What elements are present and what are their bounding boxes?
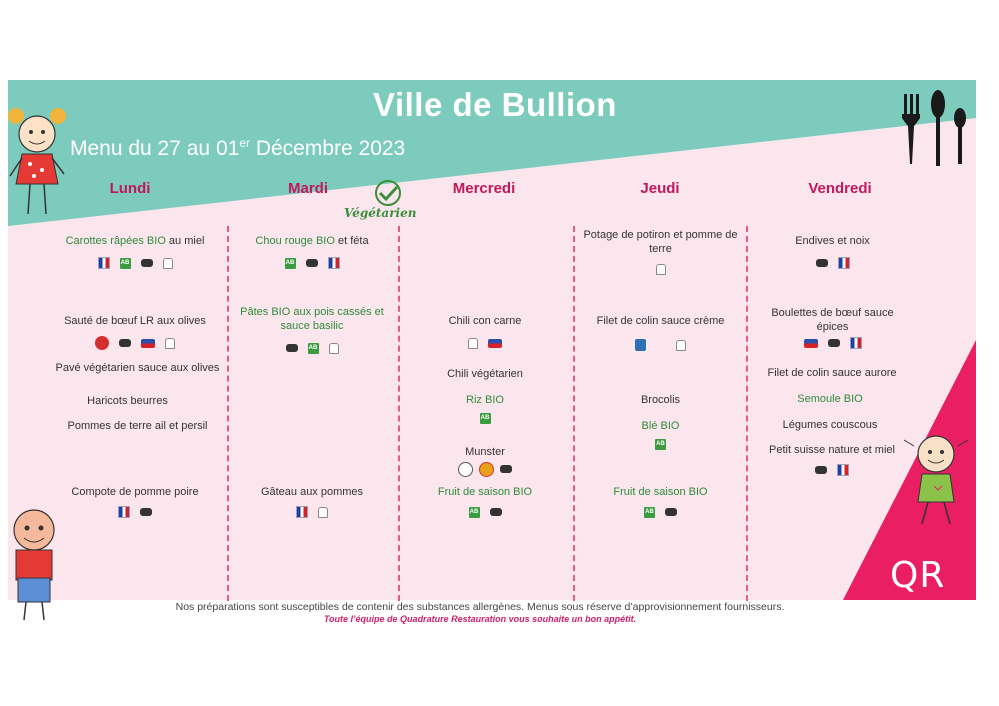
vegetarian-badge-label: Végétarien bbox=[344, 206, 417, 220]
france-flag-icon bbox=[118, 506, 130, 518]
fait-maison-icon bbox=[490, 508, 502, 516]
column-divider bbox=[573, 226, 575, 601]
quadrature-logo: QR bbox=[890, 555, 946, 596]
chef-hat-icon bbox=[676, 340, 686, 351]
menu-item-lundi-plat2: Pavé végétarien sauce aux olives bbox=[55, 362, 220, 374]
menu-item-lundi-dessert: Compote de pomme poire bbox=[50, 485, 220, 519]
menu-item-mercredi-fromage: Munster bbox=[405, 445, 565, 476]
menu-item-lundi-legume2: Pommes de terre ail et persil bbox=[67, 420, 208, 432]
allergen-disclaimer: Nos préparations sont susceptibles de contenir des substances allergènes. Menus sous réserve d’approvisionnement fournisseurs. bbox=[175, 601, 785, 613]
menu-item-mardi-entree: Chou rouge BIO et féta AB bbox=[232, 234, 392, 270]
bleu-blanc-coeur-icon bbox=[141, 339, 155, 348]
day-header-mercredi: Mercredi bbox=[452, 180, 516, 197]
menu-item-vendredi-plat1: Boulettes de bœuf sauce épices bbox=[755, 306, 910, 350]
menu-item-vendredi-accomp: Semoule BIO bbox=[797, 393, 863, 405]
ab-bio-icon: AB bbox=[480, 413, 491, 424]
bleu-blanc-coeur-icon bbox=[804, 339, 818, 348]
greeting-message: Toute l’équipe de Quadrature Restauration vous souhaite un bon appétit. bbox=[323, 614, 637, 624]
fait-maison-icon bbox=[141, 259, 153, 267]
day-header-mardi: Mardi bbox=[287, 180, 328, 197]
france-flag-icon bbox=[838, 257, 850, 269]
page-title: Ville de Bullion bbox=[373, 86, 617, 123]
boy-illustration bbox=[4, 506, 64, 624]
ab-bio-icon: AB bbox=[285, 258, 296, 269]
menu-item-jeudi-accomp: Blé BIO AB bbox=[578, 419, 743, 451]
menu-item-mercredi-plat1: Chili con carne bbox=[405, 314, 565, 350]
fait-maison-icon bbox=[815, 466, 827, 474]
bleu-blanc-coeur-icon bbox=[488, 339, 502, 348]
column-divider bbox=[227, 226, 229, 601]
chef-hat-icon bbox=[656, 264, 666, 275]
day-header-vendredi: Vendredi bbox=[808, 180, 872, 197]
ab-bio-icon: AB bbox=[120, 258, 131, 269]
menu-item-lundi-legume1: Haricots beurres bbox=[87, 395, 168, 407]
menu-item-mercredi-plat2: Chili végétarien bbox=[447, 368, 523, 380]
france-flag-icon bbox=[328, 257, 340, 269]
menu-item-mardi-dessert: Gâteau aux pommes bbox=[232, 485, 392, 519]
chef-hat-icon bbox=[329, 343, 339, 354]
fait-maison-icon bbox=[286, 344, 298, 352]
column-divider bbox=[746, 226, 748, 601]
chef-hat-icon bbox=[318, 507, 328, 518]
cutlery-icon bbox=[890, 84, 980, 168]
ab-bio-icon: AB bbox=[469, 507, 480, 518]
menu-item-jeudi-legume: Brocolis bbox=[640, 394, 681, 406]
fait-maison-icon bbox=[306, 259, 318, 267]
menu-item-vendredi-legume: Légumes couscous bbox=[782, 419, 878, 431]
chef-hat-icon bbox=[165, 338, 175, 349]
day-header-lundi: Lundi bbox=[109, 180, 151, 197]
aoc-icon bbox=[458, 462, 473, 477]
france-flag-icon bbox=[837, 464, 849, 476]
menu-dates: Menu du 27 au 01er Décembre 2023 bbox=[70, 136, 406, 160]
column-divider bbox=[398, 226, 400, 601]
fait-maison-icon bbox=[665, 508, 677, 516]
menu-item-lundi-plat1: Sauté de bœuf LR aux olives bbox=[50, 314, 220, 350]
france-flag-icon bbox=[296, 506, 308, 518]
quadrature-logo-name: QUADRATURE RESTAURATION bbox=[884, 604, 970, 610]
menu-item-mercredi-accomp: Riz BIO AB bbox=[405, 393, 565, 425]
ab-bio-icon: AB bbox=[655, 439, 666, 450]
day-header-jeudi: Jeudi bbox=[640, 180, 680, 197]
chef-hat-icon bbox=[163, 258, 173, 269]
ab-bio-icon: AB bbox=[644, 507, 655, 518]
menu-item-jeudi-entree: Potage de potiron et pomme de terre bbox=[578, 228, 743, 276]
menu-item-vendredi-dessert: Petit suisse nature et miel bbox=[752, 443, 912, 477]
label-rouge-icon bbox=[95, 336, 109, 350]
msc-icon bbox=[635, 339, 646, 351]
fait-maison-icon bbox=[816, 259, 828, 267]
menu-item-jeudi-dessert: Fruit de saison BIO AB bbox=[578, 485, 743, 519]
menu-item-vendredi-plat2: Filet de colin sauce aurore bbox=[767, 367, 897, 379]
menu-item-vendredi-entree: Endives et noix bbox=[755, 234, 910, 270]
france-flag-icon bbox=[850, 337, 862, 349]
aop-icon bbox=[479, 462, 494, 477]
fait-maison-icon bbox=[500, 465, 512, 473]
menu-item-jeudi-plat: Filet de colin sauce crème bbox=[578, 314, 743, 352]
menu-item-mardi-plat: Pâtes BIO aux pois cassés et sauce basilic AB bbox=[232, 305, 392, 355]
menu-item-mercredi-dessert: Fruit de saison BIO AB bbox=[405, 485, 565, 519]
fait-maison-icon bbox=[828, 339, 840, 347]
fait-maison-icon bbox=[119, 339, 131, 347]
ab-bio-icon: AB bbox=[308, 343, 319, 354]
france-flag-icon bbox=[98, 257, 110, 269]
fait-maison-icon bbox=[140, 508, 152, 516]
girl-illustration bbox=[4, 96, 70, 222]
menu-item-lundi-entree: Carottes râpées BIO au miel AB bbox=[50, 234, 220, 270]
chef-hat-icon bbox=[468, 338, 478, 349]
